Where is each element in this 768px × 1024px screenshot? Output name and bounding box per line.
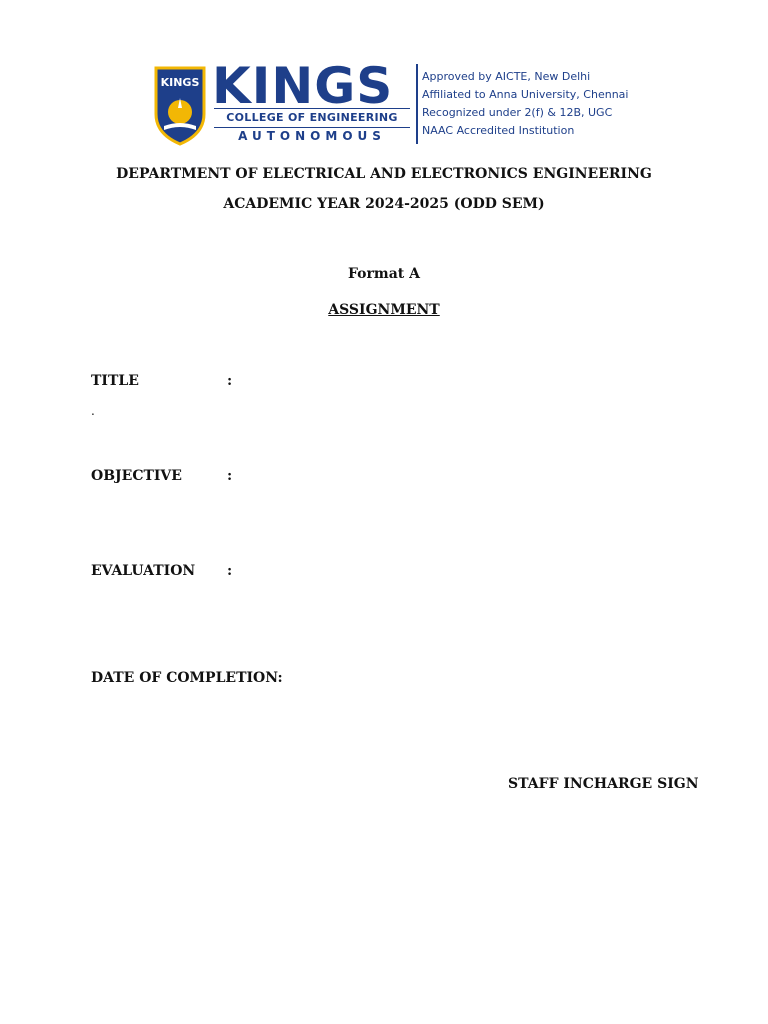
logo-divider bbox=[416, 64, 418, 144]
objective-label: OBJECTIVE bbox=[91, 468, 182, 484]
stray-dot: . bbox=[91, 404, 95, 418]
evaluation-label: EVALUATION bbox=[91, 563, 196, 579]
college-subtitle: COLLEGE OF ENGINEERING bbox=[214, 108, 410, 128]
title-label: TITLE bbox=[91, 373, 139, 389]
accreditation-line: Approved by AICTE, New Delhi bbox=[422, 70, 591, 83]
staff-incharge-sign-label: STAFF INCHARGE SIGN bbox=[508, 776, 699, 792]
department-heading: DEPARTMENT OF ELECTRICAL AND ELECTRONICS ENGINEERING bbox=[116, 166, 652, 182]
college-status: AUTONOMOUS bbox=[238, 129, 386, 143]
college-logo bbox=[152, 57, 629, 148]
accreditation-list bbox=[422, 68, 629, 140]
college-name: KINGS bbox=[212, 57, 394, 115]
evaluation-colon: : bbox=[227, 563, 233, 579]
accreditation-line: NAAC Accredited Institution bbox=[422, 124, 575, 137]
date-of-completion-label: DATE OF COMPLETION: bbox=[91, 670, 283, 686]
format-label: Format A bbox=[348, 266, 420, 282]
academic-year-heading: ACADEMIC YEAR 2024-2025 (ODD SEM) bbox=[223, 196, 545, 212]
title-colon: : bbox=[227, 373, 233, 389]
accreditation-line: Affiliated to Anna University, Chennai bbox=[422, 88, 629, 101]
objective-colon: : bbox=[227, 468, 233, 484]
document-type-heading: ASSIGNMENT bbox=[328, 302, 440, 318]
college-crest-icon bbox=[152, 64, 208, 146]
crest-text: KINGS bbox=[160, 76, 200, 89]
accreditation-line: Recognized under 2(f) & 12B, UGC bbox=[422, 106, 613, 119]
